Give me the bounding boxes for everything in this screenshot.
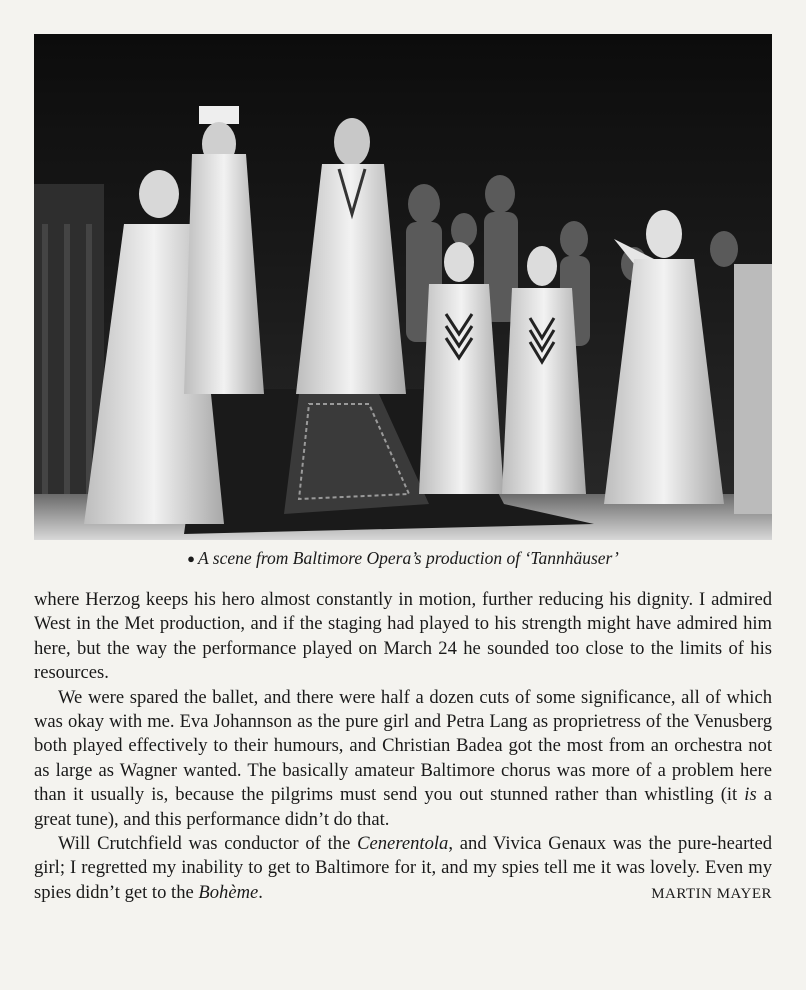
author-byline: MARTIN MAYER	[651, 885, 772, 902]
caption-text: A scene from Baltimore Opera’s production of ‘Tannhäuser’	[198, 548, 619, 568]
opera-title-boheme: Bohème	[198, 881, 259, 903]
paragraph-2-text-a: We were spared the ballet, and there were half a dozen cuts of some significance, all of which was okay with me. Eva Johannson as the pure girl and Petra Lang as proprietress of the Venusberg both played effectively to their humours, and Christian Badea got the most from an orchestra not as large as Wagner wanted. The basically amateur Baltimore chorus was more of a problem here than it usually is, because the pilgrims must send you out stunned rather than whistling (it	[34, 686, 772, 806]
article-paragraph-2	[34, 686, 772, 832]
paragraph-2-text-b: a great tune), and this performance didn’t do that.	[34, 784, 772, 830]
paragraph-2-italic: is	[744, 784, 757, 806]
article-body	[34, 588, 772, 906]
photo-caption	[0, 548, 806, 569]
stage-scene-illustration	[34, 34, 772, 540]
opera-production-photo	[34, 34, 772, 540]
paragraph-3-text-c: .	[258, 881, 263, 903]
opera-title-cenerentola: Cenerentola	[357, 833, 449, 855]
article-paragraph-3	[34, 832, 772, 905]
paragraph-3-text-a: Will Crutchfield was conductor of the	[58, 833, 358, 855]
paragraph-3-text-b: , and Vivica Genaux was the pure-hearted girl; I regretted my inability to get to Baltimore for it, and my spies tell me it was lovely. Even my spies didn’t get to the	[34, 833, 772, 903]
article-paragraph-1: where Herzog keeps his hero almost constantly in motion, further reducing his dignity. I admired West in the Met production, and if the staging had played to his strength might have admired him here, but the way the performance played on March 24 he sounded too close to the limits of his resources.	[34, 589, 772, 684]
caption-bullet: ●	[187, 551, 196, 566]
